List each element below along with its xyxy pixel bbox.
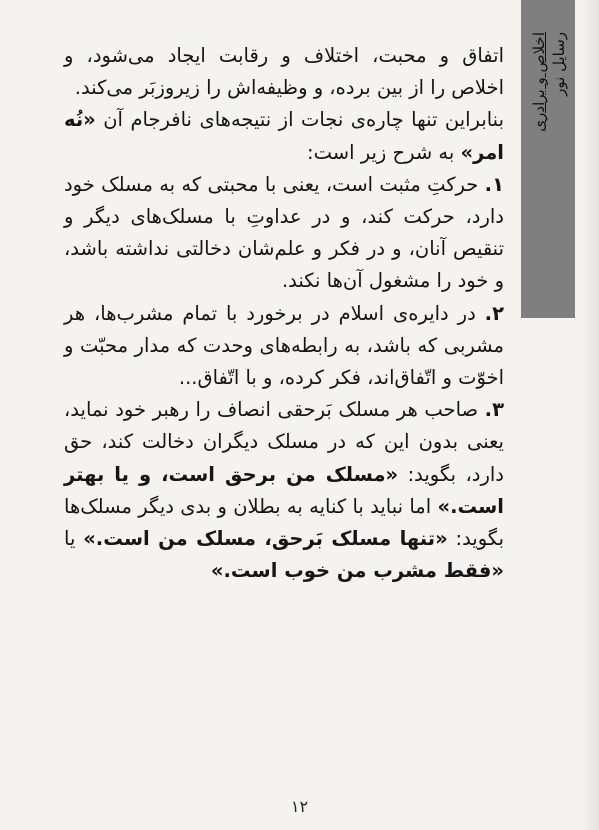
paragraph-2	[64, 104, 504, 168]
list-item-1-number: ۱.	[484, 172, 504, 196]
list-item-1	[64, 169, 504, 298]
side-tab-chapter-title: اخلاص و برادری	[530, 32, 548, 132]
paragraph-1	[64, 40, 504, 104]
list-item-3-quote-2: «تنها مسلک بَرحق، مسلک من است.»	[83, 527, 448, 551]
list-item-3-text-b: اما نباید با کنایه به بطلان و بدی دیگر مسلک‌ها بگوید:	[64, 494, 505, 551]
list-item-3-number: ۳.	[484, 398, 504, 422]
list-item-3-text-a: صاحب هر مسلک بَرحقی انصاف را رهبر خود نماید، یعنی بدون این که در مسلک دیگران دخالت کند، حق دارد، بگوید:	[64, 398, 504, 486]
list-item-3-text-c: یا	[64, 527, 84, 551]
paragraph-1-text: اتفاق و محبت، اختلاف و رقابت ایجاد می‌شود، و اخلاص را از بین برده، و وظیفه‌اش را زیروزبَر می‌کند.	[64, 44, 504, 100]
list-item-2	[64, 298, 504, 395]
chapter-side-tab	[521, 0, 575, 318]
list-item-3-quote-3: «فقط مشرب من خوب است.»	[210, 559, 504, 583]
side-tab-book-title: رسایل نور	[550, 32, 568, 96]
list-item-2-text: در دایره‌ی اسلام در برخورد با تمام مشرب‌ها، هر مشربی که باشد، به رابطه‌های وحدت که مدار محبّت و اخوّت و اتّفاق‌اند، فکر کرده، و با اتّفاق...	[64, 301, 504, 390]
page-number: ۱۲	[290, 797, 309, 816]
list-item-1-text: حرکتِ مثبت است، یعنی با محبتی که به مسلک خود دارد، حرکت کند، و در عداوتِ با مسلک‌های دیگر و تنقیص آنان، و در فکر و علم‌شان دخالتی نداشته باشد، و خود را مشغول آن‌ها نکند.	[64, 172, 504, 293]
page-edge-shadow	[583, 0, 599, 830]
page-body	[64, 40, 504, 587]
list-item-3-quote-1: «مسلک من برحق است، و یا بهتر است.»	[64, 462, 504, 518]
list-item-2-number: ۲.	[484, 301, 504, 325]
list-item-3	[64, 394, 504, 587]
paragraph-2-text-a: بنابراین تنها چاره‌ی نجات از نتیجه‌های نافرجام آن	[95, 108, 504, 132]
paragraph-2-text-b: به شرح زیر است:	[307, 140, 461, 164]
nine-commands-term: «نُه امر»	[64, 108, 504, 164]
side-tab-text	[529, 32, 569, 292]
